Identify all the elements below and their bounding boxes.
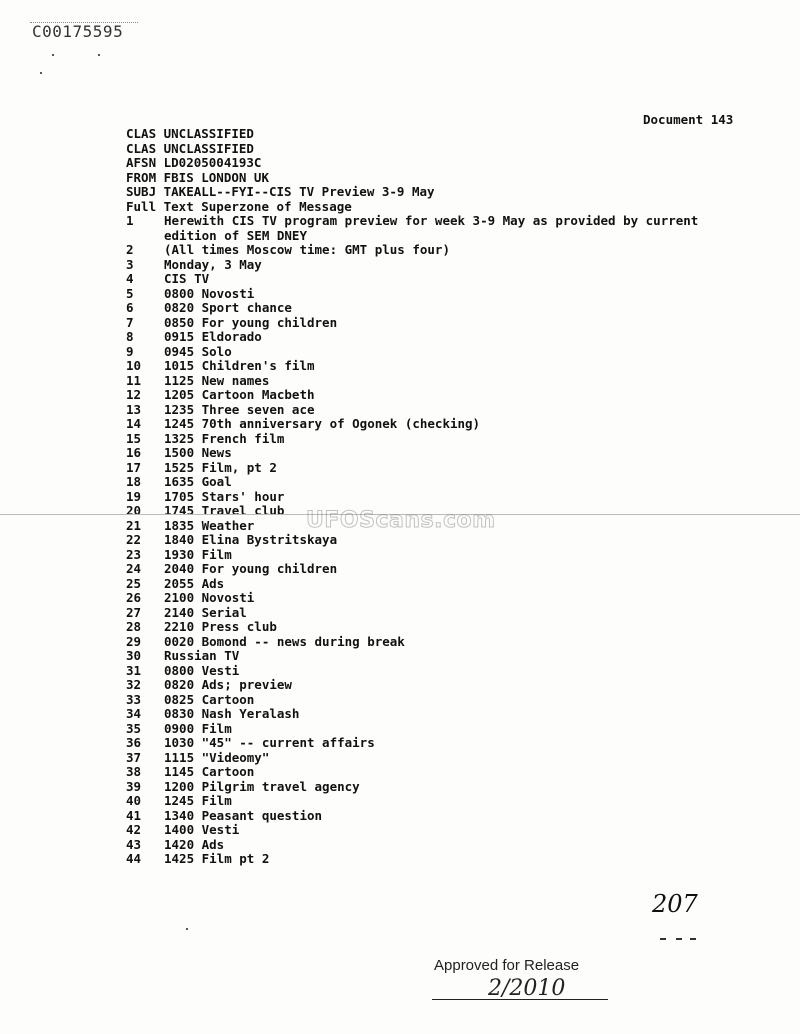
line-number: 37	[126, 749, 142, 765]
line-number: 23	[126, 546, 142, 562]
line-text: 1245 Film	[164, 793, 232, 808]
scan-dash	[676, 938, 682, 940]
line-text: 0830 Nash Yeralash	[164, 706, 300, 721]
line-number: 15	[126, 430, 142, 446]
approved-for-release-stamp: Approved for Release	[434, 957, 580, 974]
line-number: 31	[126, 662, 142, 678]
line-number: 39	[126, 778, 142, 794]
approved-date: 2/2010	[488, 976, 566, 1001]
listing-row	[126, 809, 698, 824]
line-number: 27	[126, 604, 142, 620]
line-text: 1115 "Videomy"	[164, 749, 270, 765]
line-text: (All times Moscow time: GMT plus four)	[164, 242, 450, 257]
line-number: 16	[126, 445, 142, 460]
line-number: 12	[126, 387, 142, 402]
line-text: 2055 Ads	[164, 575, 225, 591]
line-text: Herewith CIS TV program preview for week 3-9 May as provided by current	[164, 213, 699, 228]
line-number: 7	[126, 314, 134, 330]
line-continuation: edition of SEM DNEY	[164, 227, 307, 243]
line-number: 17	[126, 459, 142, 475]
line-number: 14	[126, 416, 142, 431]
header-line: Full Text Superzone of Message	[126, 198, 352, 214]
line-text: 1340 Peasant question	[164, 807, 323, 823]
line-number: 9	[126, 343, 134, 359]
line-text: 1125 New names	[164, 372, 270, 388]
line-text: 1420 Ads	[164, 836, 225, 852]
scan-dash	[690, 938, 696, 940]
line-text: 2040 For young children	[164, 561, 338, 576]
approval-line	[432, 999, 608, 1000]
line-number: 34	[126, 706, 142, 721]
listing-row	[126, 388, 698, 403]
program-listing	[126, 214, 698, 867]
listing-row	[126, 606, 698, 621]
listing-row	[126, 707, 698, 722]
listing-row	[126, 403, 698, 418]
listing-row	[126, 736, 698, 751]
listing-row	[126, 272, 698, 287]
listing-row	[126, 664, 698, 679]
listing-row	[126, 649, 698, 664]
line-text: 1235 Three seven ace	[164, 401, 315, 417]
line-number: 2	[126, 242, 134, 257]
line-number: 11	[126, 372, 142, 388]
line-text: 1930 Film	[164, 546, 232, 562]
scan-dash	[660, 938, 666, 940]
line-text: 0800 Vesti	[164, 662, 240, 678]
line-number: 6	[126, 300, 134, 315]
listing-row	[126, 461, 698, 476]
line-number: 29	[126, 633, 142, 649]
line-text: 1030 "45" -- current affairs	[164, 735, 375, 750]
line-number: 22	[126, 532, 142, 547]
line-text: 0820 Ads; preview	[164, 677, 292, 692]
listing-row	[126, 258, 698, 273]
scan-speck	[98, 54, 100, 56]
listing-row	[126, 678, 698, 693]
line-text: Monday, 3 May	[164, 256, 262, 272]
listing-row	[126, 693, 698, 708]
line-text: 1015 Children's film	[164, 358, 315, 373]
message-header	[126, 127, 435, 214]
listing-row	[126, 475, 698, 490]
line-number: 24	[126, 561, 142, 576]
listing-row	[126, 591, 698, 606]
listing-row	[126, 562, 698, 577]
line-number: 13	[126, 401, 142, 417]
listing-row	[126, 301, 698, 316]
line-number: 38	[126, 764, 142, 779]
line-text: 2140 Serial	[164, 604, 247, 620]
watermark: UFOScans.com	[306, 508, 496, 533]
line-text: 1500 News	[164, 445, 232, 460]
line-text: 1205 Cartoon Macbeth	[164, 387, 315, 402]
listing-row	[126, 852, 698, 867]
line-text: 1425 Film pt 2	[164, 851, 270, 866]
listing-row	[126, 533, 698, 548]
header-line: CLAS UNCLASSIFIED	[126, 140, 254, 156]
line-number: 10	[126, 358, 142, 373]
listing-row	[126, 330, 698, 345]
line-text: 2210 Press club	[164, 619, 277, 634]
line-text: 0800 Novosti	[164, 285, 255, 301]
line-number: 18	[126, 474, 142, 489]
line-text: 1635 Goal	[164, 474, 232, 489]
listing-row	[126, 287, 698, 302]
listing-row	[126, 374, 698, 389]
listing-row	[126, 635, 698, 650]
line-number: 44	[126, 851, 142, 866]
line-text: 0900 Film	[164, 720, 232, 736]
line-number: 26	[126, 590, 142, 605]
line-number: 40	[126, 793, 142, 808]
document-number: Document 143	[643, 112, 734, 127]
listing-row	[126, 838, 698, 853]
listing-row	[126, 345, 698, 360]
scan-speck	[186, 928, 188, 930]
line-number: 41	[126, 807, 142, 823]
line-number: 30	[126, 648, 142, 663]
line-text: 1400 Vesti	[164, 822, 240, 837]
line-text: 0825 Cartoon	[164, 691, 255, 707]
header-line: SUBJ TAKEALL--FYI--CIS TV Preview 3-9 May	[126, 184, 435, 199]
line-text: 0850 For young children	[164, 314, 338, 330]
listing-row	[126, 490, 698, 505]
listing-row	[126, 417, 698, 432]
listing-row	[126, 722, 698, 737]
line-number: 35	[126, 720, 142, 736]
scan-speck	[40, 72, 42, 74]
listing-row	[126, 359, 698, 374]
line-number: 21	[126, 517, 142, 533]
line-text: 2100 Novosti	[164, 590, 255, 605]
line-text: 1840 Elina Bystritskaya	[164, 532, 338, 547]
line-number: 25	[126, 575, 142, 591]
line-text: 1525 Film, pt 2	[164, 459, 277, 475]
listing-row	[126, 765, 698, 780]
listing-row	[126, 243, 698, 258]
line-text: 1245 70th anniversary of Ogonek (checking)	[164, 416, 481, 431]
line-text: 0945 Solo	[164, 343, 232, 359]
line-text: 1145 Cartoon	[164, 764, 255, 779]
listing-row	[126, 548, 698, 563]
line-text: 1835 Weather	[164, 517, 255, 533]
line-text: 1745 Travel club	[164, 503, 285, 518]
listing-row	[126, 794, 698, 809]
line-text: 1705 Stars' hour	[164, 488, 285, 504]
listing-row	[126, 780, 698, 795]
line-text: 0820 Sport chance	[164, 300, 292, 315]
line-text: CIS TV	[164, 271, 210, 286]
line-number: 1	[126, 213, 134, 228]
line-number: 43	[126, 836, 142, 852]
line-text: 0915 Eldorado	[164, 329, 262, 344]
listing-row	[126, 823, 698, 838]
line-text: Russian TV	[164, 648, 240, 663]
listing-row	[126, 214, 698, 229]
listing-row	[126, 316, 698, 331]
line-number: 33	[126, 691, 142, 707]
line-number: 32	[126, 677, 142, 692]
header-line: CLAS UNCLASSIFIED	[126, 126, 254, 141]
line-number: 3	[126, 256, 134, 272]
line-text: 0020 Bomond -- news during break	[164, 633, 405, 649]
listing-row	[126, 432, 698, 447]
line-number: 28	[126, 619, 142, 634]
listing-row	[126, 751, 698, 766]
line-number: 20	[126, 503, 142, 518]
line-number: 5	[126, 285, 134, 301]
line-number: 36	[126, 735, 142, 750]
line-text: 1325 French film	[164, 430, 285, 446]
line-number: 4	[126, 271, 134, 286]
scan-speck	[52, 54, 54, 56]
listing-row	[126, 446, 698, 461]
handwritten-page-number: 207	[652, 890, 698, 918]
line-text: 1200 Pilgrim travel agency	[164, 778, 360, 794]
doc-id: C00175595	[32, 22, 124, 41]
listing-row	[126, 577, 698, 592]
line-number: 42	[126, 822, 142, 837]
line-number: 8	[126, 329, 134, 344]
listing-row	[126, 620, 698, 635]
header-line: AFSN LD0205004193C	[126, 155, 262, 170]
line-number: 19	[126, 488, 142, 504]
header-line: FROM FBIS LONDON UK	[126, 169, 269, 185]
